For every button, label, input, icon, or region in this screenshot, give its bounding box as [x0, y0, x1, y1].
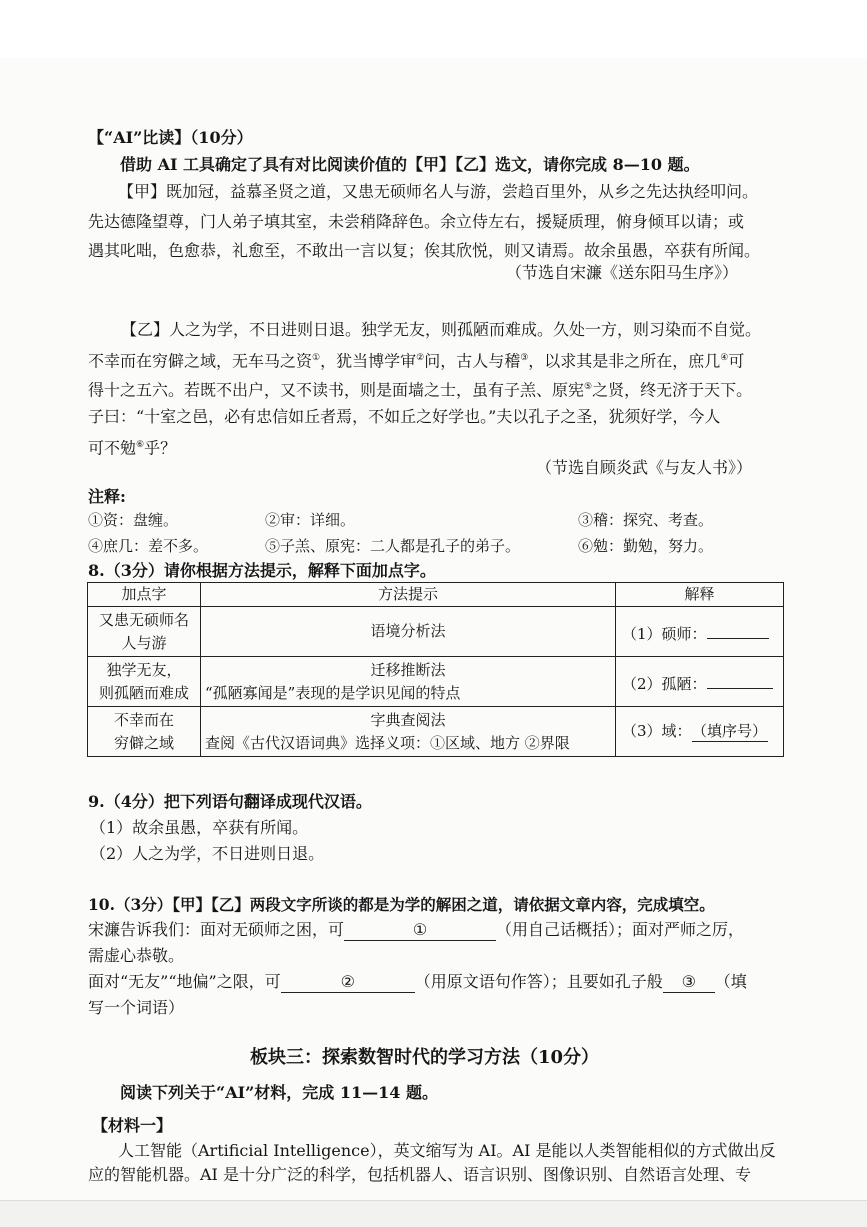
scan-top-margin [0, 0, 867, 58]
note-mark: ① [312, 353, 321, 363]
answer-cell: （2）孤陋： [616, 657, 784, 707]
method-cell: 字典查阅法 查阅《古代汉语词典》选择义项：①区域、地方 ②界限 [201, 707, 616, 757]
note-item: ②审：详细。 [265, 511, 356, 529]
word-cell: 独学无友， 则孤陋而难成 [88, 657, 201, 707]
note-mark: ⑥ [136, 440, 145, 450]
passage-yi-line-3: 得十之五六。若既不出户，又不读书，则是面墙之士，虽有子羔、原宪⑤之贤，终无济于天下。 [88, 380, 753, 400]
passage-jia-source: （节选自宋濂《送东阳马生序》） [506, 263, 739, 282]
note-item: ③稽：探究、考查。 [578, 511, 714, 529]
method-cell: 迁移推断法 “孤陋寡闻是”表现的是学识见闻的特点 [201, 657, 616, 707]
passage-jia-line-2: 先达德隆望尊，门人弟子填其室，未尝稍降辞色。余立侍左右，援疑质理，俯身倾耳以请；或 [88, 212, 745, 231]
note-item: ⑤子羔、原宪：二人都是孔子的弟子。 [265, 537, 521, 555]
passage-jia-line-1: 【甲】既加冠，益慕圣贤之道，又患无硕师名人与游，尝趋百里外，从乡之先达执经叩问。 [118, 182, 759, 201]
note-item: ④庶几：差不多。 [88, 537, 209, 555]
notes-title: 注释: [88, 487, 126, 506]
passage-yi-line-2: 不幸而在穷僻之域，无车马之资①，犹当博学审②问，古人与稽③，以求其是非之所在，庶几④可 [88, 351, 745, 371]
scan-bottom-edge [0, 1200, 867, 1227]
q10-prompt: 10.（3分）【甲】【乙】两段文字所谈的都是为学的解困之道，请依据文章内容，完成填空。 [88, 895, 715, 914]
q8-prompt: 8.（3分）请你根据方法提示，解释下面加点字。 [88, 561, 436, 580]
answer-blank[interactable] [707, 668, 773, 689]
q9-item: （2）人之为学，不日进则日退。 [90, 844, 325, 863]
material-label: 【材料一】 [92, 1116, 173, 1135]
note-mark: ② [416, 353, 425, 363]
q10-line-4: 写一个词语） [88, 998, 185, 1017]
block3-title: 板块三：探索数智时代的学习方法（10分） [250, 1047, 600, 1068]
table-row [88, 707, 784, 757]
note-mark: ⑤ [584, 382, 593, 392]
q10-line-2: 需虚心恭敬。 [88, 946, 185, 965]
answer-cell: （1）硕师： [616, 607, 784, 657]
q10-line-3: 面对“无友”“地偏”之限，可 ② （用原文语句作答）；且要如孔子般 ③ （填 [88, 972, 747, 991]
note-item: ⑥勉：勤勉，努力。 [578, 537, 714, 555]
q10-line-1: 宋濂告诉我们：面对无硕师之困，可 ① （用自己话概括）；面对严师之厉， [88, 920, 745, 939]
fill-blank-1[interactable]: ① [344, 920, 496, 941]
table-header-row [88, 583, 784, 607]
answer-blank[interactable] [707, 618, 769, 639]
q8-table [87, 582, 784, 757]
passage-jia-line-3: 遇其叱咄，色愈恭，礼愈至，不敢出一言以复；俟其欣悦，则又请焉。故余虽愚，卒获有所闻。 [88, 241, 761, 260]
passage-yi-source: （节选自顾炎武《与友人书》） [536, 458, 753, 477]
word-cell: 不幸而在 穷僻之域 [88, 707, 201, 757]
note-mark: ④ [720, 353, 729, 363]
section-intro: 借助 AI 工具确定了具有对比阅读价值的【甲】【乙】选文，请你完成 8—10 题。 [120, 155, 700, 174]
method-cell: 语境分析法 [201, 607, 616, 657]
column-header: 方法提示 [201, 583, 616, 607]
q9-item: （1）故余虽愚，卒获有所闻。 [90, 818, 309, 837]
material-line: 人工智能（Artificial Intelligence），英文缩写为 AI。AI 是能以人类智能相似的方式做出反 [118, 1141, 776, 1160]
passage-yi-line-1: 【乙】人之为学，不日进则日退。独学无友，则孤陋而难成。久处一方，则习染而不自觉。 [121, 320, 762, 339]
passage-yi-line-4: 子曰：“十室之邑，必有忠信如丘者焉，不如丘之好学也。”夫以孔子之圣，犹须好学，今人 [88, 407, 721, 426]
column-header: 解释 [616, 583, 784, 607]
material-line: 应的智能机器。AI 是十分广泛的科学，包括机器人、语言识别、图像识别、自然语言处理、专 [88, 1165, 751, 1184]
q9-prompt: 9.（4分）把下列语句翻译成现代汉语。 [88, 792, 372, 811]
table-row [88, 607, 784, 657]
word-cell: 又患无硕师名 人与游 [88, 607, 201, 657]
note-mark: ③ [520, 353, 529, 363]
section-heading: 【“AI”比读】（10分） [88, 128, 253, 147]
answer-cell: （3）域：（填序号） [616, 707, 784, 757]
table-row [88, 657, 784, 707]
note-item: ①资：盘缠。 [88, 511, 179, 529]
passage-yi-line-5: 可不勉⑥乎？ [88, 438, 177, 458]
fill-blank-2[interactable]: ② [281, 972, 415, 993]
fill-blank-3[interactable]: ③ [663, 972, 715, 993]
column-header: 加点字 [88, 583, 201, 607]
block3-intro: 阅读下列关于“AI”材料，完成 11—14 题。 [120, 1083, 438, 1102]
answer-blank[interactable]: （填序号） [692, 722, 768, 740]
